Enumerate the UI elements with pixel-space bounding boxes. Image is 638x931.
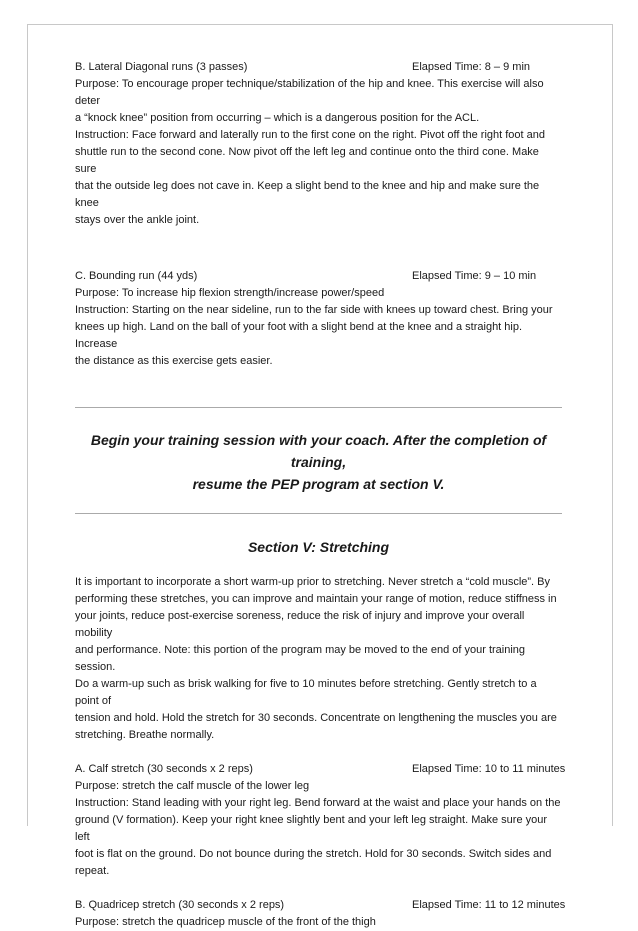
stretch-line: Instruction: Stand leading with your right leg. Bend forward at the waist and place your hands on the — [75, 797, 561, 809]
exercise-line: Purpose: To encourage proper technique/stabilization of the hip and knee. This exercise will also deter — [75, 78, 544, 107]
exercise-line: Instruction: Starting on the near sideline, run to the far side with knees up toward chest. Bring your — [75, 304, 553, 316]
elapsed-time: Elapsed Time: 10 to 11 minutes — [412, 763, 566, 775]
page-border-right — [612, 24, 613, 826]
coach-banner — [75, 429, 562, 495]
exercise-line: Purpose: To increase hip flexion strength/increase power/speed — [75, 287, 385, 299]
exercise-title: C. Bounding run (44 yds) — [75, 270, 198, 282]
exercise-bounding-run — [75, 268, 562, 370]
exercise-line: Instruction: Face forward and laterally run to the first cone on the right. Pivot off the right foot and — [75, 129, 545, 141]
stretch-line: ground (V formation). Keep your right knee slightly bent and your left leg straight. Make sure your left — [75, 814, 548, 843]
stretch-title: B. Quadricep stretch (30 seconds x 2 reps) — [75, 899, 285, 911]
intro-line: your joints, reduce post-exercise soreness, reduce the risk of injury and improve your overall mobility — [75, 610, 525, 639]
page-border-left — [27, 24, 28, 826]
elapsed-time: Elapsed Time: 8 – 9 min — [412, 61, 531, 73]
elapsed-time: Elapsed Time: 9 – 10 min — [412, 270, 537, 282]
page-border-top — [27, 24, 613, 25]
exercise-header — [75, 59, 562, 76]
intro-line: Do a warm-up such as brisk walking for five to 10 minutes before stretching. Gently stretch to a point of — [75, 678, 537, 707]
stretch-title: A. Calf stretch (30 seconds x 2 reps) — [75, 763, 253, 775]
stretch-calf — [75, 761, 566, 880]
intro-line: tension and hold. Hold the stretch for 30 seconds. Concentrate on lengthening the muscles you are — [75, 712, 557, 724]
stretch-line: repeat. — [75, 865, 110, 877]
stretch-line: Purpose: stretch the quadricep muscle of the front of the thigh — [75, 916, 376, 928]
exercise-line: that the outside leg does not cave in. Keep a slight bend to the knee and hip and make sure the knee — [75, 180, 540, 209]
exercise-line: a “knock knee” position from occurring – which is a dangerous position for the ACL. — [75, 112, 480, 124]
exercise-header — [75, 268, 562, 285]
section-title: Section V: Stretching — [247, 539, 390, 555]
intro-line: and performance. Note: this portion of the program may be moved to the end of your training session. — [75, 644, 526, 673]
stretching-intro — [75, 574, 562, 744]
intro-line: stretching. Breathe normally. — [75, 729, 215, 741]
stretch-line: Purpose: stretch the calf muscle of the lower leg — [75, 780, 310, 792]
elapsed-time: Elapsed Time: 11 to 12 minutes — [412, 899, 566, 911]
stretch-header — [75, 897, 566, 914]
exercise-line: the distance as this exercise gets easier. — [75, 355, 273, 367]
banner-line: resume the PEP program at section V. — [192, 476, 445, 492]
banner-line: Begin your training session with your coach. After the completion of training, — [90, 432, 547, 470]
exercise-line: shuttle run to the second cone. Now pivot off the left leg and continue onto the third cone. Make sure — [75, 146, 539, 175]
page-content — [75, 59, 566, 931]
intro-line: performing these stretches, you can improve and maintain your range of motion, reduce stiffness in — [75, 593, 557, 605]
exercise-line: stays over the ankle joint. — [75, 214, 200, 226]
stretch-header — [75, 761, 566, 778]
stretch-line: foot is flat on the ground. Do not bounce during the stretch. Hold for 30 seconds. Switch sides and — [75, 848, 552, 860]
exercise-lateral-diagonal-runs — [75, 59, 562, 229]
exercise-title: B. Lateral Diagonal runs (3 passes) — [75, 61, 248, 73]
stretch-quadricep — [75, 897, 566, 931]
exercise-line: knees up high. Land on the ball of your foot with a slight bend at the knee and a straight hip. Increase — [75, 321, 523, 350]
intro-line: It is important to incorporate a short warm-up prior to stretching. Never stretch a “cold muscle”. By — [75, 576, 551, 588]
